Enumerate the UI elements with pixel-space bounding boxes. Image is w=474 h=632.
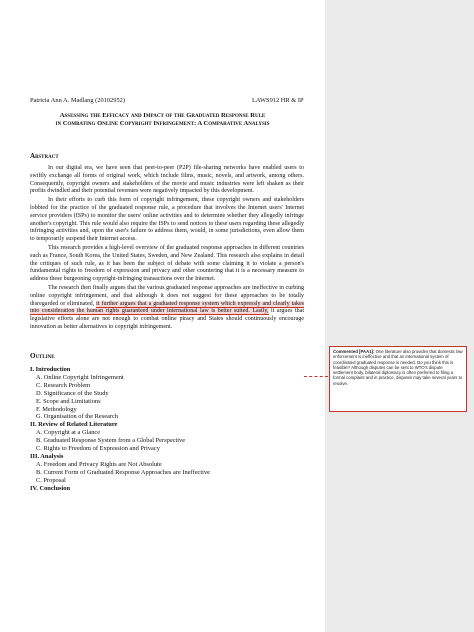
header-author: Patricia Ann A. Madlang (20102952) [30, 97, 125, 104]
paragraph-4-end: it argues that legislative efforts alone are not enough to combat online piracy and States should continuously encourage innovation as better alternatives to copyright infringement. [30, 308, 305, 330]
title-line-2: in Combating Online Copyright Infringement: A Comparative Analysis [55, 120, 270, 127]
header-course: LAWS912 HR & IP [252, 97, 304, 104]
outline-subsection: F. Methodology [36, 405, 77, 413]
document-title [20, 112, 305, 128]
outline-section: I. Introduction [30, 366, 71, 373]
outline-subsection: C. Proposal [36, 476, 66, 484]
outline-subsection: C. Rights to Freedom of Expression and Privacy [36, 445, 160, 453]
comment-author: Commented [PAA1]: [333, 349, 375, 354]
outline-subsection: G. Organisation of the Research [36, 413, 119, 421]
outline-subsection: B. Graduated Response System from a Global Perspective [36, 437, 186, 445]
comments-margin-pane [325, 0, 474, 632]
comment-connector-line [304, 376, 328, 377]
outline-subsection: A. Copyright at a Glance [36, 429, 101, 437]
outline-heading: Outline [30, 352, 55, 360]
outline-section: III. Analysis [30, 452, 64, 460]
abstract-paragraph-1: In our digital era, we have seen that peer-to-peer (P2P) file-sharing networks have enabled users to swiftly exchange all forms of original work, which include films, music, novels, and artwork, among others. Consequently, copyright owners and stakeholders of the movie and music industries were left shaken as their profits dwindled and their potential revenues were negatively impacted by this development. [30, 165, 304, 195]
abstract-body [30, 165, 304, 333]
paragraph-4-start: The research then finally argues that the various graduated response approaches are ineffective in curbing online copyright infringement, and that although it does not suggest for these approaches to be totally disregarded or eliminated, [30, 284, 304, 307]
outline-subsection: D. Significance of the Study [36, 389, 109, 397]
title-line-1: Assessing the Efficacy and Impact of the Graduated Response Rule [59, 112, 266, 119]
outline-section: IV. Conclusion [30, 484, 71, 492]
outline-section: II. Review of Related Literature [30, 421, 118, 429]
abstract-heading: Abstract [30, 152, 59, 160]
abstract-paragraph-4 [30, 285, 304, 332]
commented-text-highlight[interactable]: it further argues that a graduated response system which expressly and clearly takes into consideration the human rights guaranteed under international law is better suited. Lastly, [30, 300, 304, 315]
outline-list [30, 366, 290, 493]
outline-subsection: E. Scope and Limitations [36, 397, 101, 405]
abstract-paragraph-3: This research provides a high-level overview of the graduated response approaches in different countries such as France, South Korea, the United States, Sweden, and New Zealand. This research also explains in detail the critiques of such rule, as it has been the subject of debate with some claiming it to violate a person's fundamental rights to freedom of expression and privacy and other countering that it is a necessary measure to address these burgeoning copyright-infringing transactions over the Internet. [30, 244, 304, 283]
outline-subsection: C. Research Problem [36, 381, 91, 389]
abstract-paragraph-2: In their efforts to curb this form of copyright infringement, these copyright owners and stakeholders lobbied for the practice of the graduated response rule, a procedure that involves the Internet users' Internet service providers (ISPs) to monitor the users' online activities and to determine whether they allegedly infringe another's copyright. This rule would also require the ISPs to send notices to these users regarding these allegedly infringing activities and, upon the user's failure to address them, would, in some jurisdictions, even allow them to temporarily suspend their Internet access. [30, 197, 304, 243]
comment-balloon[interactable] [329, 346, 467, 412]
comment-text: One literature also provides that domestic law enforcement is ineffective and that an international system of coordinated graduated response is needed. Do you think this is feasible? Although disputes can be sent to WTO's dispute settlement body, bilateral diplomacy is often preferred to filing a formal complaint and in practice, disputes may take several years to resolve. [333, 349, 463, 386]
outline-subsection: B. Current Form of Graduated Response Approaches are Ineffective [36, 468, 210, 476]
outline-subsection: A. Online Copyright Infringement [36, 373, 124, 381]
outline-subsection: A. Freedom and Privacy Rights are Not Absolute [36, 460, 162, 468]
